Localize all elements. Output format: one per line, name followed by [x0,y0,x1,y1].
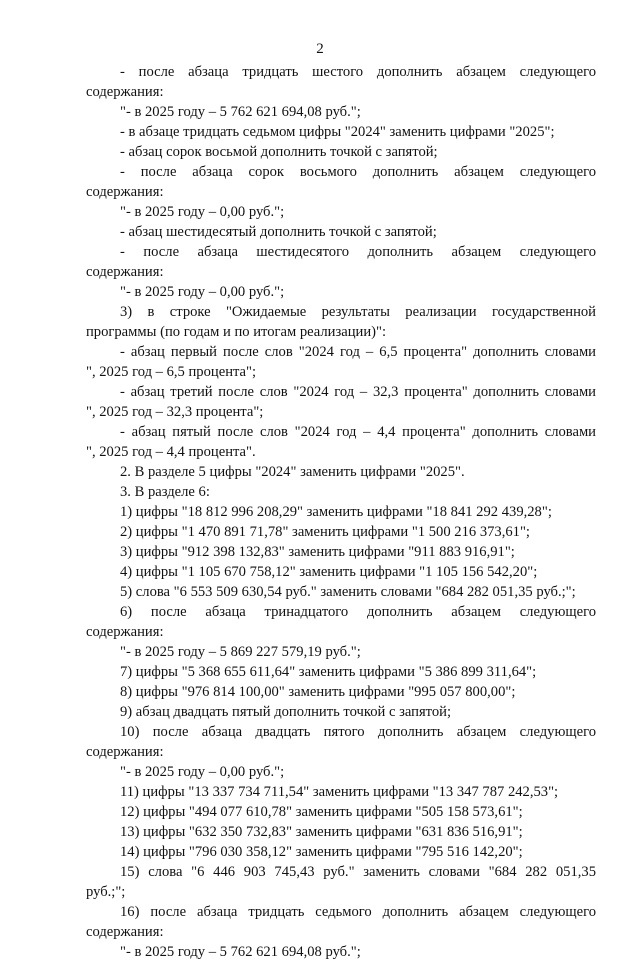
paragraph-line: 7) цифры "5 368 655 611,64" заменить цифрами "5 386 899 311,64"; [120,664,537,680]
paragraph-line: 16) после абзаца тридцать седьмого дополнить абзацем следующего [120,904,596,920]
paragraph [120,782,596,802]
paragraph-line: - абзац шестидесятый дополнить точкой с запятой; [120,224,437,240]
paragraph-continuation: содержания: [86,264,164,280]
paragraph-continuation: ", 2025 год – 4,4 процента". [86,444,256,460]
paragraph-line: - абзац сорок восьмой дополнить точкой с запятой; [120,144,438,160]
paragraph [120,762,596,782]
paragraph [120,942,596,962]
paragraph-line: - после абзаца шестидесятого дополнить абзацем следующего [120,244,596,260]
paragraph-line: - в абзаце тридцать седьмом цифры "2024" заменить цифрами "2025"; [120,124,555,140]
paragraph [120,542,596,562]
paragraph [120,122,596,142]
paragraph-continuation: содержания: [86,84,164,100]
paragraph [120,682,596,702]
paragraph [120,822,596,842]
paragraph-line: 15) слова "6 446 903 745,43 руб." заменить словами "684 282 051,35 [120,864,596,880]
paragraph [120,282,596,302]
paragraph [86,62,596,102]
paragraph-line: - после абзаца тридцать шестого дополнить абзацем следующего [120,64,596,80]
paragraph-line: "- в 2025 году – 5 869 227 579,19 руб."; [120,644,361,660]
paragraph [120,142,596,162]
paragraph-line: 5) слова "6 553 509 630,54 руб." заменить словами "684 282 051,35 руб.;"; [120,584,576,600]
paragraph [120,102,596,122]
page-number: 2 [316,41,324,57]
paragraph-line: 14) цифры "796 030 358,12" заменить цифрами "795 516 142,20"; [120,844,523,860]
paragraph [120,502,596,522]
paragraph-line: - абзац третий после слов "2024 год – 32,3 процента" дополнить словами [120,384,596,400]
paragraph-line: - после абзаца сорок восьмого дополнить абзацем следующего [120,164,596,180]
paragraph [120,842,596,862]
paragraph [120,662,596,682]
paragraph-line: "- в 2025 году – 0,00 руб."; [120,204,285,220]
paragraph [86,242,596,282]
paragraph [120,702,596,722]
paragraph-line: "- в 2025 году – 0,00 руб."; [120,764,285,780]
paragraph [86,382,596,422]
paragraph-continuation: программы (по годам и по итогам реализации)": [86,324,387,340]
paragraph [86,302,596,342]
paragraph-continuation: ", 2025 год – 6,5 процента"; [86,364,257,380]
paragraph [86,902,596,942]
paragraph [120,582,596,602]
paragraph-continuation: содержания: [86,744,164,760]
paragraph [120,202,596,222]
paragraph [120,522,596,542]
paragraph-line: "- в 2025 году – 5 762 621 694,08 руб."; [120,104,361,120]
paragraph-continuation: руб.;"; [86,884,126,900]
paragraph [120,462,596,482]
paragraph [86,162,596,202]
paragraph-line: 1) цифры "18 812 996 208,29" заменить цифрами "18 841 292 439,28"; [120,504,552,520]
paragraph-continuation: содержания: [86,184,164,200]
paragraph [86,422,596,462]
paragraph [86,862,596,902]
paragraph-line: 10) после абзаца двадцать пятого дополнить абзацем следующего [120,724,596,740]
paragraph [120,642,596,662]
paragraph [120,562,596,582]
paragraph-line: 3) цифры "912 398 132,83" заменить цифрами "911 883 916,91"; [120,544,515,560]
paragraph-line: 13) цифры "632 350 732,83" заменить цифрами "631 836 516,91"; [120,824,523,840]
paragraph [86,342,596,382]
document-body [86,62,596,962]
paragraph-line: 12) цифры "494 077 610,78" заменить цифрами "505 158 573,61"; [120,804,523,820]
paragraph [120,482,596,502]
paragraph [120,222,596,242]
paragraph-line: 9) абзац двадцать пятый дополнить точкой с запятой; [120,704,452,720]
paragraph [86,722,596,762]
paragraph-continuation: содержания: [86,624,164,640]
paragraph-line: - абзац первый после слов "2024 год – 6,5 процента" дополнить словами [120,344,596,360]
paragraph-line: 4) цифры "1 105 670 758,12" заменить цифрами "1 105 156 542,20"; [120,564,538,580]
paragraph-line: 3. В разделе 6: [120,484,210,500]
paragraph-line: - абзац пятый после слов "2024 год – 4,4 процента" дополнить словами [120,424,596,440]
paragraph-line: "- в 2025 году – 0,00 руб."; [120,284,285,300]
paragraph-line: 3) в строке "Ожидаемые результаты реализации государственной [120,304,596,320]
paragraph [86,602,596,642]
paragraph-line: 6) после абзаца тринадцатого дополнить абзацем следующего [120,604,596,620]
paragraph-line: 2. В разделе 5 цифры "2024" заменить цифрами "2025". [120,464,465,480]
paragraph-line: 8) цифры "976 814 100,00" заменить цифрами "995 057 800,00"; [120,684,516,700]
paragraph-line: "- в 2025 году – 5 762 621 694,08 руб."; [120,944,361,960]
paragraph [120,802,596,822]
paragraph-continuation: содержания: [86,924,164,940]
paragraph-line: 11) цифры "13 337 734 711,54" заменить цифрами "13 347 787 242,53"; [120,784,559,800]
paragraph-line: 2) цифры "1 470 891 71,78" заменить цифрами "1 500 216 373,61"; [120,524,530,540]
paragraph-continuation: ", 2025 год – 32,3 процента"; [86,404,264,420]
